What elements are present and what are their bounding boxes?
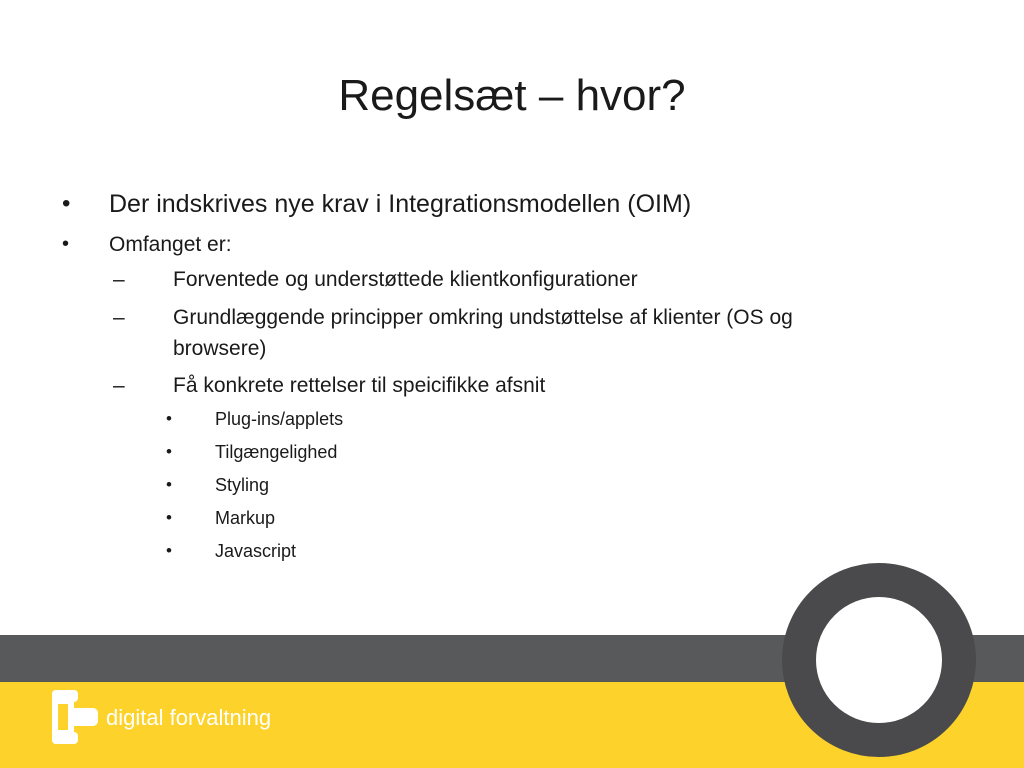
bullet-marker: • — [166, 409, 172, 428]
list-item-text: Grundlæggende principper omkring undstøttelse af klienter (OS og — [173, 306, 793, 329]
dash-marker: – — [113, 306, 125, 329]
dash-marker: – — [113, 268, 125, 291]
list-item-text: Tilgængelighed — [215, 442, 338, 462]
list-item-text: Omfanget er: — [109, 233, 232, 256]
bullet-marker: • — [62, 190, 71, 217]
list-item-text: Der indskrives nye krav i Integrationsmodellen (OIM) — [109, 190, 692, 218]
dash-marker: – — [113, 374, 125, 397]
list-item-text: Plug-ins/applets — [215, 409, 344, 429]
list-item-text: Markup — [215, 508, 276, 528]
list-item-text: Få konkrete rettelser til speicifikke afsnit — [173, 374, 546, 397]
ring-decoration-icon — [782, 563, 976, 757]
list-item-text: Javascript — [215, 541, 297, 561]
bullet-marker: • — [166, 442, 172, 461]
list-item-text: Styling — [215, 475, 270, 495]
list-item-text: browsere) — [173, 337, 267, 360]
digital-forvaltning-logo-icon — [52, 690, 98, 744]
bullet-marker: • — [62, 233, 70, 255]
slide-title: Regelsæt – hvor? — [338, 71, 686, 120]
bullet-marker: • — [166, 541, 172, 560]
bullet-marker: • — [166, 475, 172, 494]
bullet-marker: • — [166, 508, 172, 527]
list-item-text: Forventede og understøttede klientkonfigurationer — [173, 268, 638, 291]
logo-text: digital forvaltning — [106, 705, 272, 730]
